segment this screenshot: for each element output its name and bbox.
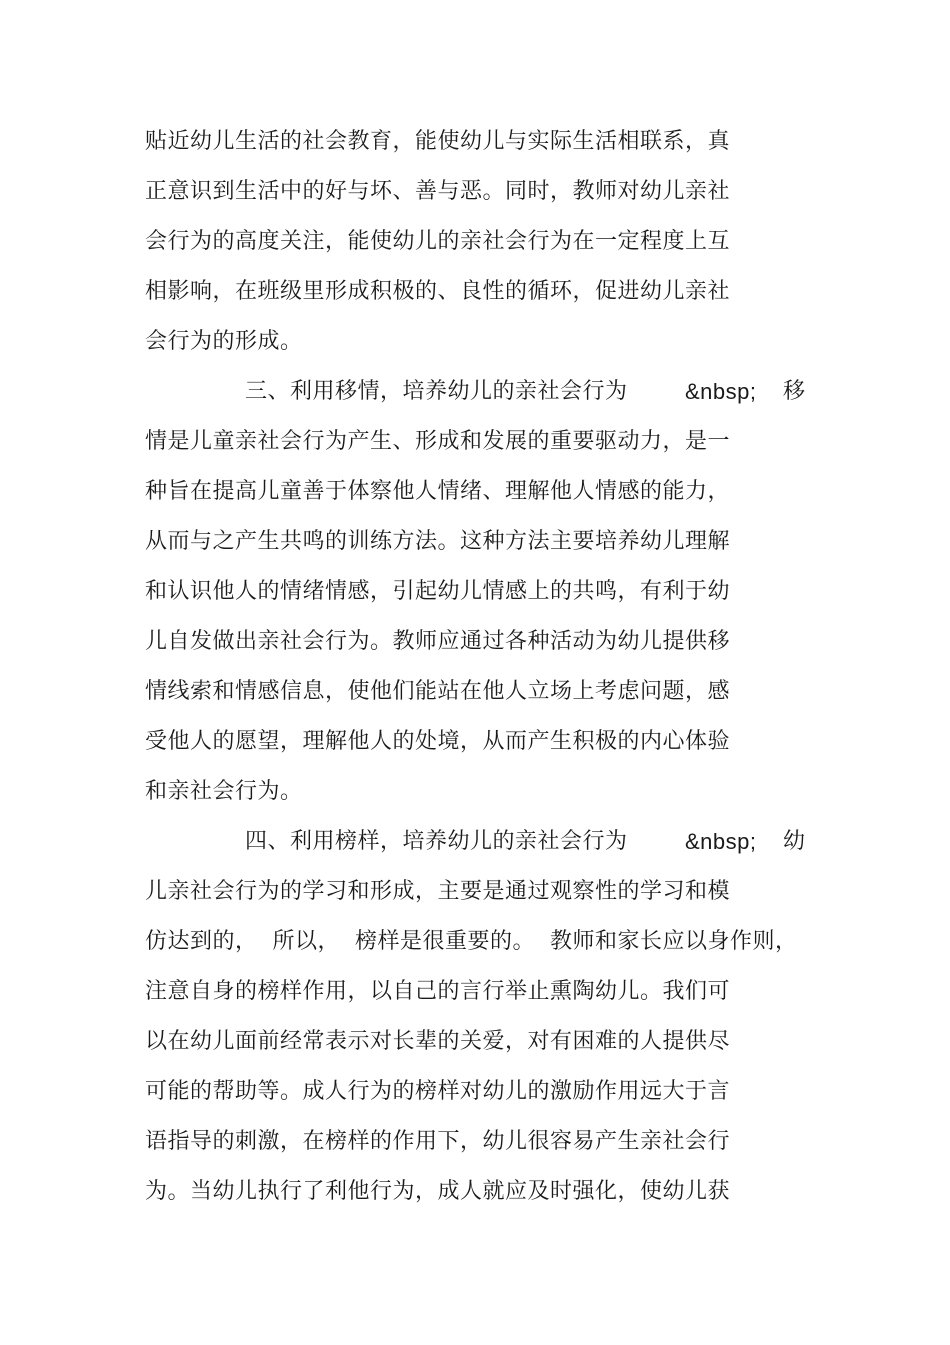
section-heading-tail: 移	[783, 379, 806, 404]
paragraph-line: 注意自身的榜样作用，以自己的言行举止熏陶幼儿。我们可	[145, 979, 731, 1004]
paragraph-line: 以在幼儿面前经常表示对长辈的关爱，对有困难的人提供尽	[145, 1029, 731, 1054]
paragraph-line: 相影响，在班级里形成积极的、良性的循环，促进幼儿亲社	[145, 279, 731, 304]
paragraph-line: 儿自发做出亲社会行为。教师应通过各种活动为幼儿提供移	[145, 629, 731, 654]
paragraph-line: 种旨在提高儿童善于体察他人情绪、理解他人情感的能力，	[145, 479, 731, 504]
paragraph-line: 可能的帮助等。成人行为的榜样对幼儿的激励作用远大于言	[145, 1079, 731, 1104]
paragraph-line: 情线索和情感信息，使他们能站在他人立场上考虑问题，感	[145, 679, 731, 704]
section-heading: 三、利用移情，培养幼儿的亲社会行为	[245, 379, 628, 404]
paragraph-line: 儿亲社会行为的学习和形成，主要是通过观察性的学习和模	[145, 879, 731, 904]
paragraph-line: 情是儿童亲社会行为产生、形成和发展的重要驱动力，是一	[145, 429, 731, 454]
section-heading-row	[145, 824, 810, 860]
section-heading-row	[145, 374, 810, 410]
paragraph-line: 和亲社会行为。	[145, 779, 303, 804]
paragraph-line: 从而与之产生共鸣的训练方法。这种方法主要培养幼儿理解	[145, 529, 731, 554]
html-entity-text: &nbsp;	[685, 379, 757, 404]
section-heading-tail: 幼	[783, 829, 806, 854]
paragraph-line: 为。当幼儿执行了利他行为，成人就应及时强化，使幼儿获	[145, 1179, 731, 1204]
paragraph-line: 受他人的愿望，理解他人的处境，从而产生积极的内心体验	[145, 729, 731, 754]
paragraph-line: 贴近幼儿生活的社会教育，能使幼儿与实际生活相联系，真	[145, 129, 731, 154]
section-heading: 四、利用榜样，培养幼儿的亲社会行为	[245, 829, 628, 854]
paragraph-line: 仿达到的， 所以， 榜样是很重要的。 教师和家长应以身作则，	[145, 929, 798, 954]
paragraph-line: 会行为的形成。	[145, 329, 303, 354]
paragraph-line: 正意识到生活中的好与坏、善与恶。同时，教师对幼儿亲社	[145, 179, 731, 204]
html-entity-text: &nbsp;	[685, 829, 757, 854]
paragraph-line: 会行为的高度关注，能使幼儿的亲社会行为在一定程度上互	[145, 229, 731, 254]
paragraph-line: 和认识他人的情绪情感，引起幼儿情感上的共鸣，有利于幼	[145, 579, 731, 604]
paragraph-line: 语指导的刺激，在榜样的作用下，幼儿很容易产生亲社会行	[145, 1129, 731, 1154]
